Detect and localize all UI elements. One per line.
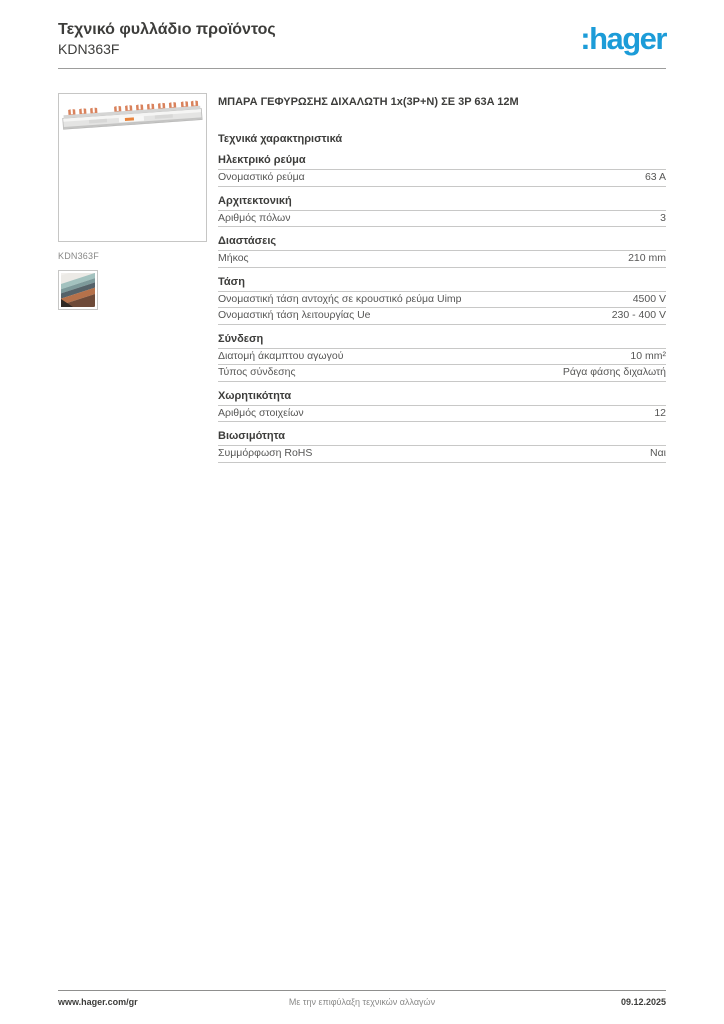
- spec-section: [218, 195, 666, 228]
- footer-disclaimer: Με την επιφύλαξη τεχνικών αλλαγών: [288, 997, 436, 1007]
- document-footer: [58, 990, 666, 1007]
- spec-value: 3: [660, 211, 666, 224]
- spec-label: Αριθμός στοιχείων: [218, 406, 304, 419]
- spec-value: 210 mm: [628, 252, 666, 264]
- spec-value: 230 - 400 V: [611, 309, 666, 321]
- tech-specs-heading: Τεχνικά χαρακτηριστικά: [218, 133, 343, 145]
- spec-section: [218, 333, 666, 382]
- specs-table: [218, 154, 666, 463]
- spec-label: Αριθμός πόλων: [218, 211, 291, 224]
- spec-row: [218, 211, 666, 228]
- spec-value: 63 A: [644, 171, 666, 183]
- product-code: KDN363F: [58, 41, 120, 57]
- product-media-column: [58, 93, 207, 310]
- spec-section-title: Χωρητικότητα: [218, 390, 666, 406]
- spec-value: Ναι: [650, 447, 666, 459]
- product-image-caption: KDN363F: [58, 251, 99, 261]
- spec-value: 12: [654, 406, 666, 419]
- spec-label: Συμμόρφωση RoHS: [218, 447, 313, 459]
- spec-section-title: Σύνδεση: [218, 333, 666, 349]
- spec-row: [218, 251, 666, 268]
- spec-section-title: Βιωσιμότητα: [218, 430, 666, 446]
- doc-title: Τεχνικό φυλλάδιο προϊόντος: [58, 21, 276, 38]
- hager-logo: :hager: [580, 21, 666, 56]
- spec-label: Διατομή άκαμπτου αγωγού: [218, 349, 344, 362]
- spec-value: Ράγα φάσης διχαλωτή: [562, 366, 666, 378]
- spec-label: Ονομαστική τάση λειτουργίας Ue: [218, 309, 371, 321]
- header-divider: [58, 68, 666, 69]
- spec-row: [218, 349, 666, 366]
- document-header: [58, 19, 666, 58]
- product-thumbnail: [58, 270, 98, 310]
- spec-section: [218, 154, 666, 187]
- spec-section: [218, 390, 666, 423]
- spec-value: 10 mm²: [630, 349, 666, 362]
- header-titles: [58, 19, 276, 58]
- product-image: [58, 93, 207, 242]
- spec-label: Μήκος: [218, 252, 249, 264]
- spec-section-title: Τάση: [218, 276, 666, 292]
- spec-section-title: Διαστάσεις: [218, 235, 666, 251]
- footer-date: 09.12.2025: [620, 997, 666, 1007]
- footer-website-link[interactable]: www.hager.com/gr: [58, 997, 138, 1007]
- spec-row: [218, 308, 666, 325]
- spec-section-title: Αρχιτεκτονική: [218, 195, 666, 211]
- spec-label: Ονομαστικό ρεύμα: [218, 171, 305, 183]
- specs-column: [218, 93, 666, 471]
- spec-label: Τύπος σύνδεσης: [218, 366, 296, 378]
- spec-section: [218, 235, 666, 268]
- spec-section-title: Ηλεκτρικό ρεύμα: [218, 154, 666, 170]
- spec-row: [218, 446, 666, 463]
- busbar-photo-icon: [59, 94, 206, 241]
- spec-row: [218, 406, 666, 423]
- spec-row: [218, 292, 666, 309]
- spec-section: [218, 276, 666, 325]
- spec-row: [218, 170, 666, 187]
- spec-value: 4500 V: [632, 292, 666, 305]
- spec-section: [218, 430, 666, 463]
- spec-label: Ονομαστική τάση αντοχής σε κρουστικό ρεύμα Uimp: [218, 292, 462, 305]
- busbar-thumbnail-icon: [61, 273, 95, 307]
- spec-row: [218, 365, 666, 382]
- product-title: ΜΠΑΡΑ ΓΕΦΥΡΩΣΗΣ ΔΙΧΑΛΩΤΗ 1x(3P+N) ΣΕ 3P 63A 12M: [218, 96, 519, 108]
